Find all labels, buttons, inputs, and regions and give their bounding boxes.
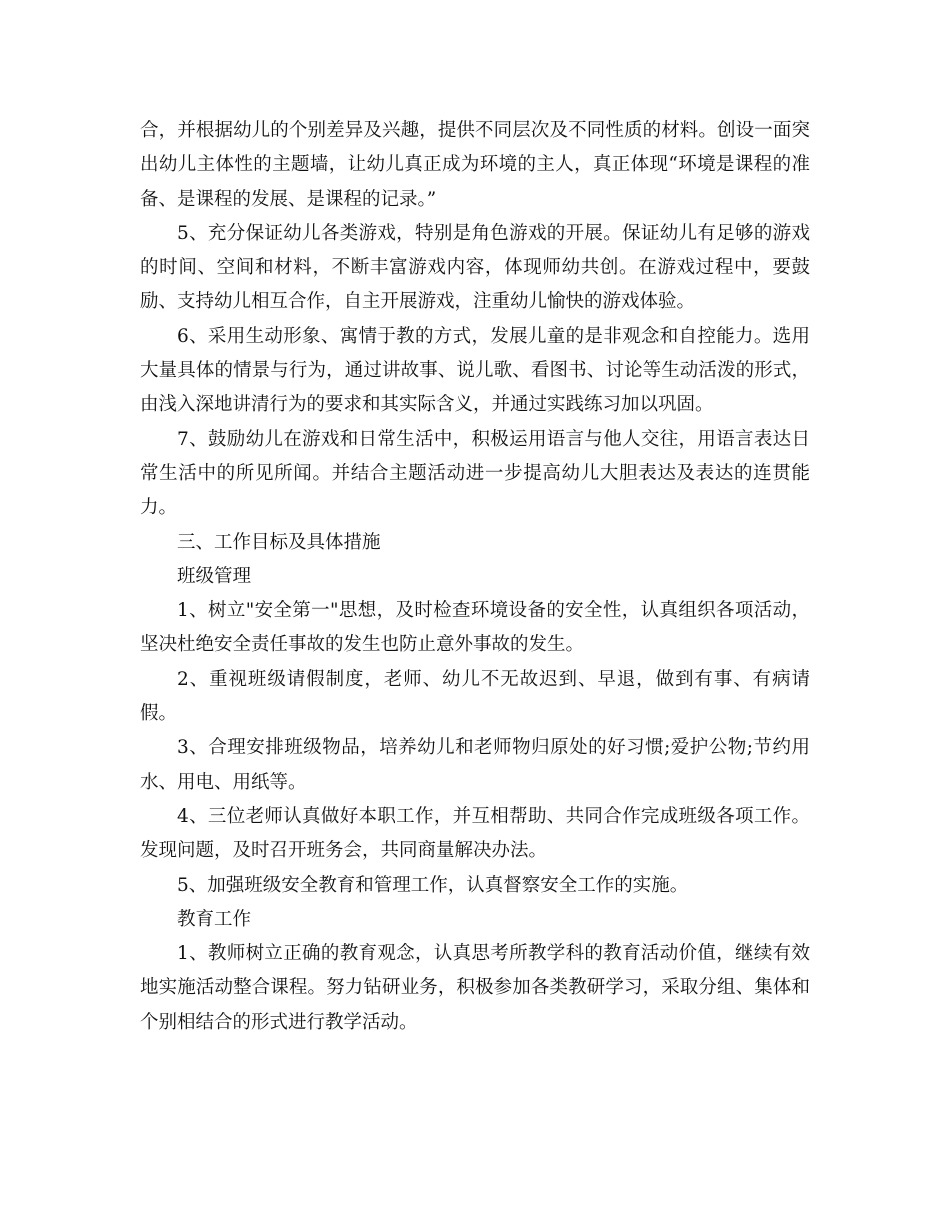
subheading-education-work: 教育工作 xyxy=(177,908,252,930)
subheading-class-management: 班级管理 xyxy=(177,565,252,587)
paragraph-item-6-methods: 6、采用生动形象、寓情于教的方式，发展儿童的是非观念和自控能力。选用大量具体的情景与行为，通过讲故事、说儿歌、看图书、讨论等生动活泼的形式，由浅入深地讲清行为的要求和其实际含义，并通过实践练习加以巩固。 xyxy=(140,325,810,416)
paragraph-education-1: 1、教师树立正确的教育观念，认真思考所教学科的教育活动价值，继续有效地实施活动整合课程。努力钻研业务，积极参加各类教研学习，采取分组、集体和个别相结合的形式进行教学活动。 xyxy=(140,943,810,1033)
paragraph-item-5-games: 5、充分保证幼儿各类游戏，特别是角色游戏的开展。保证幼儿有足够的游戏的时间、空间和材料，不断丰富游戏内容，体现师幼共创。在游戏过程中，要鼓励、支持幼儿相互合作，自主开展游戏，注重幼儿愉快的游戏体验。 xyxy=(140,222,810,313)
paragraph-item-7-language: 7、鼓励幼儿在游戏和日常生活中，积极运用语言与他人交往，用语言表达日常生活中的所见所闻。并结合主题活动进一步提高幼儿大胆表达及表达的连贯能力。 xyxy=(140,428,810,519)
paragraph-management-2: 2、重视班级请假制度，老师、幼儿不无故迟到、早退，做到有事、有病请假。 xyxy=(140,668,810,725)
paragraph-management-4: 4、三位老师认真做好本职工作，并互相帮助、共同合作完成班级各项工作。发现问题，及时召开班务会，共同商量解决办法。 xyxy=(140,805,810,862)
paragraph-continuation: 合，并根据幼儿的个别差异及兴趣，提供不同层次及不同性质的材料。创设一面突出幼儿主体性的主题墙，让幼儿真正成为环境的主人，真正体现“环境是课程的准备、是课程的发展、是课程的记录。” xyxy=(140,120,810,210)
section-heading-goals: 三、工作目标及具体措施 xyxy=(177,531,381,553)
paragraph-management-3: 3、合理安排班级物品，培养幼儿和老师物归原处的好习惯;爱护公物;节约用水、用电、用纸等。 xyxy=(140,737,810,793)
paragraph-management-5: 5、加强班级安全教育和管理工作，认真督察安全工作的实施。 xyxy=(177,874,689,896)
paragraph-management-1: 1、树立"安全第一"思想，及时检查环境设备的安全性，认真组织各项活动，坚决杜绝安全责任事故的发生也防止意外事故的发生。 xyxy=(140,600,810,656)
document-body xyxy=(140,114,810,1040)
